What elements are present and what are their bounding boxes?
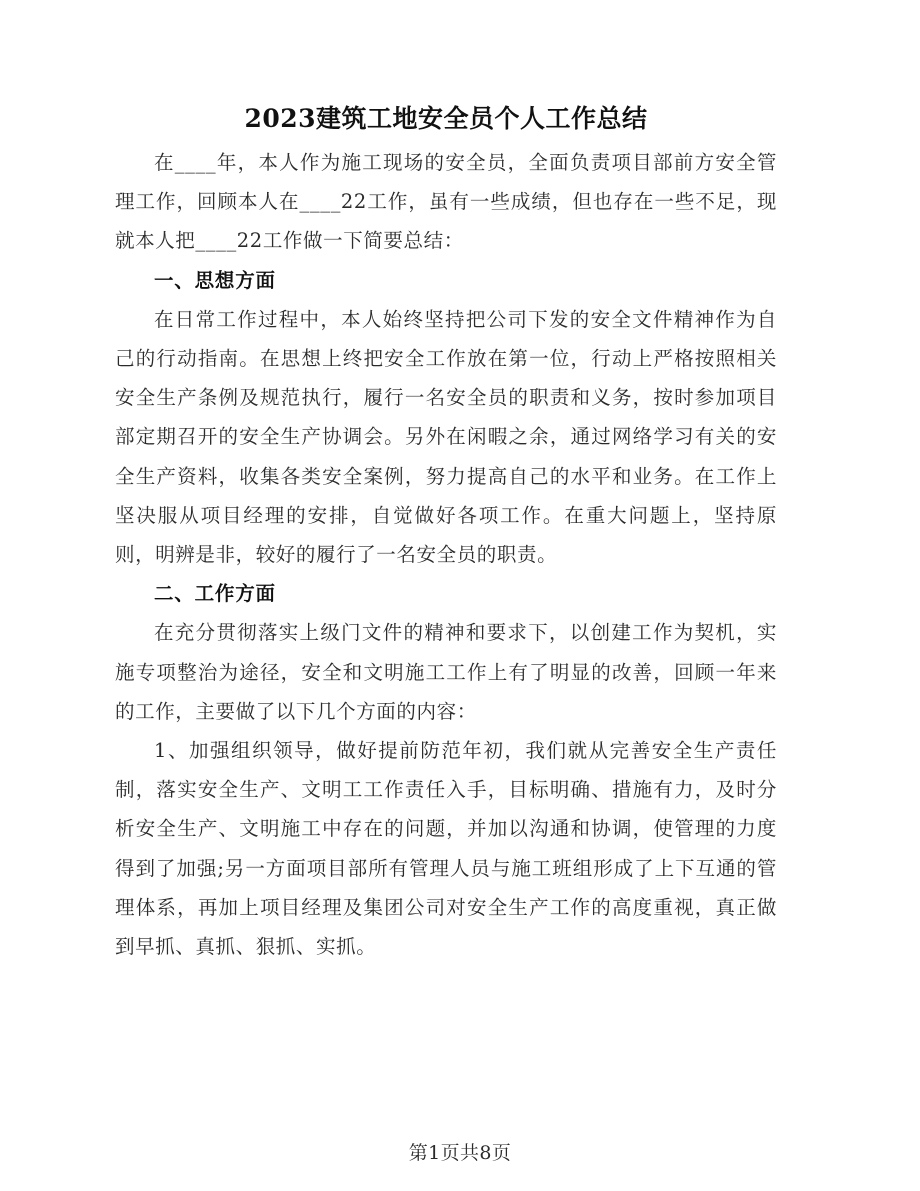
page-title: 2023建筑工地安全员个人工作总结: [244, 104, 648, 133]
section-body-2: 在充分贯彻落实上级门文件的精神和要求下，以创建工作为契机，实施专项整治为途径，安全和文明施工工作上有了明显的改善，回顾一年来的工作，主要做了以下几个方面的内容：: [115, 621, 777, 723]
section-heading-1: 一、思想方面: [154, 268, 276, 292]
page-number-label: 第1页共8页: [408, 1142, 512, 1164]
page-footer: [0, 1138, 920, 1165]
intro-paragraph: 在____年，本人作为施工现场的安全员，全面负责项目部前方安全管理工作，回顾本人在____22工作，虽有一些成绩，但也存在一些不足，现就本人把____22工作做一下简要总结：: [115, 151, 777, 253]
document-content: [115, 0, 777, 966]
section-body-1: 在日常工作过程中，本人始终坚持把公司下发的安全文件精神作为自己的行动指南。在思想上终把安全工作放在第一位，行动上严格按照相关安全生产条例及规范执行，履行一名安全员的职责和义务，按时参加项目部定期召开的安全生产协调会。另外在闲暇之余，通过网络学习有关的安全生产资料，收集各类安全案例，努力提高自己的水平和业务。在工作上坚决服从项目经理的安排，自觉做好各项工作。在重大问题上，坚持原则，明辨是非，较好的履行了一名安全员的职责。: [115, 307, 777, 567]
section-item-2-1: 1、加强组织领导，做好提前防范年初，我们就从完善安全生产责任制，落实安全生产、文明工工作责任入手，目标明确、措施有力，及时分析安全生产、文明施工中存在的问题，并加以沟通和协调，使管理的力度得到了加强;另一方面项目部所有管理人员与施工班组形成了上下互通的管理体系，再加上项目经理及集团公司对安全生产工作的高度重视，真正做到早抓、真抓、狠抓、实抓。: [115, 739, 777, 959]
section-heading-2: 二、工作方面: [154, 582, 276, 606]
